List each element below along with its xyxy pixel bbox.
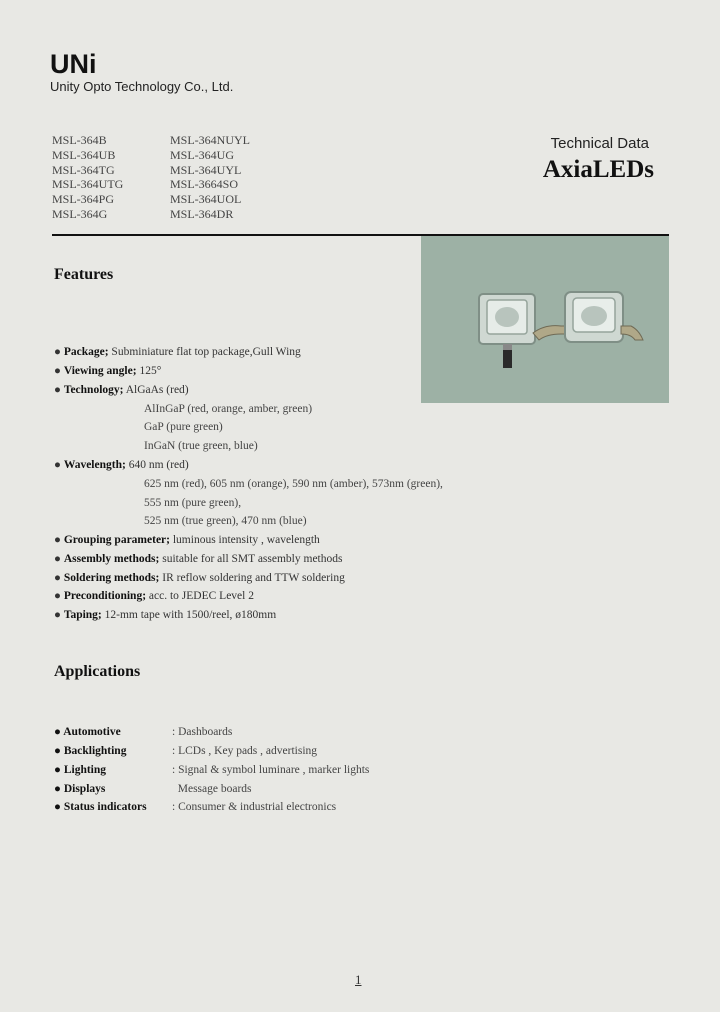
model-number: MSL-364UTG <box>52 177 124 192</box>
application-value: : Signal & symbol luminare , marker lights <box>172 764 370 776</box>
feature-package: ● Package; Subminiature flat top package,Gull Wing <box>54 346 301 358</box>
model-number: MSL-3664SO <box>170 177 239 192</box>
feature-continuation: GaP (pure green) <box>144 421 223 433</box>
feature-label: Grouping parameter; <box>63 534 170 546</box>
feature-preconditioning: ● Preconditioning; acc. to JEDEC Level 2 <box>54 590 254 602</box>
feature-value: acc. to JEDEC Level 2 <box>148 590 254 602</box>
feature-label: Package; <box>63 346 109 358</box>
page-number: 1 <box>355 972 362 987</box>
feature-grouping: ● Grouping parameter; luminous intensity , wavelength <box>54 534 320 546</box>
model-number: MSL-364UB <box>52 147 116 162</box>
feature-taping: ● Taping; 12-mm tape with 1500/reel, ø180mm <box>54 609 277 621</box>
application-label: ● Lighting <box>54 764 107 776</box>
feature-value: 640 nm (red) <box>128 459 189 471</box>
feature-wavelength: ● Wavelength; 640 nm (red) <box>54 459 189 471</box>
feature-technology: ● Technology; AlGaAs (red) <box>54 384 189 396</box>
features-heading: Features <box>54 266 114 283</box>
application-value: : Dashboards <box>172 726 233 738</box>
feature-value: IR reflow soldering and TTW soldering <box>162 572 345 584</box>
feature-label: Technology; <box>63 384 124 396</box>
model-number: MSL-364DR <box>170 206 234 221</box>
feature-label: Preconditioning; <box>63 590 147 602</box>
feature-label: Soldering methods; <box>63 572 160 584</box>
application-value: : Consumer & industrial electronics <box>172 801 337 813</box>
feature-value: luminous intensity , wavelength <box>172 534 320 546</box>
feature-value: AlGaAs (red) <box>125 384 189 396</box>
feature-label: Assembly methods; <box>63 553 160 565</box>
application-label: ● Status indicators <box>54 801 147 813</box>
led-photo-graphic <box>421 236 669 403</box>
product-title: AxiaLEDs <box>542 156 654 183</box>
feature-continuation: 625 nm (red), 605 nm (orange), 590 nm (amber), 573nm (green), <box>144 478 443 490</box>
application-label: ● Automotive <box>54 726 121 738</box>
feature-value: Subminiature flat top package,Gull Wing <box>111 346 301 358</box>
application-value: : LCDs , Key pads , advertising <box>172 745 318 757</box>
model-number: MSL-364UG <box>170 147 235 162</box>
feature-value: 125° <box>139 365 162 377</box>
model-number: MSL-364TG <box>52 162 115 177</box>
feature-continuation: 525 nm (true green), 470 nm (blue) <box>144 515 307 527</box>
model-number: MSL-364UOL <box>170 192 242 207</box>
model-column-2 <box>170 133 330 222</box>
feature-continuation: InGaN (true green, blue) <box>144 440 258 452</box>
company-logo: UNi <box>50 49 97 79</box>
model-number: MSL-364PG <box>52 192 115 207</box>
application-value: Message boards <box>172 783 252 795</box>
model-number: MSL-364UYL <box>170 162 242 177</box>
feature-continuation: AlInGaP (red, orange, amber, green) <box>144 403 313 415</box>
model-column-1 <box>52 133 162 222</box>
feature-continuation: 555 nm (pure green), <box>144 497 242 509</box>
feature-value: suitable for all SMT assembly methods <box>162 553 343 565</box>
technical-data-label: Technical Data <box>550 135 649 152</box>
feature-assembly: ● Assembly methods; suitable for all SMT assembly methods <box>54 553 343 565</box>
company-name: Unity Opto Technology Co., Ltd. <box>50 79 234 94</box>
model-number: MSL-364G <box>52 206 108 221</box>
model-number: MSL-364NUYL <box>170 133 250 147</box>
application-label: ● Displays <box>54 783 106 795</box>
application-label: ● Backlighting <box>54 745 127 757</box>
feature-label: Wavelength; <box>63 459 126 471</box>
feature-soldering: ● Soldering methods; IR reflow soldering and TTW soldering <box>54 572 345 584</box>
feature-label: Viewing angle; <box>63 365 137 377</box>
product-photo <box>421 236 669 403</box>
model-number: MSL-364B <box>52 133 107 147</box>
feature-viewing-angle: ● Viewing angle; 125° <box>54 365 162 377</box>
feature-value: 12-mm tape with 1500/reel, ø180mm <box>104 609 277 621</box>
applications-heading: Applications <box>54 663 141 680</box>
feature-label: Taping; <box>63 609 102 621</box>
